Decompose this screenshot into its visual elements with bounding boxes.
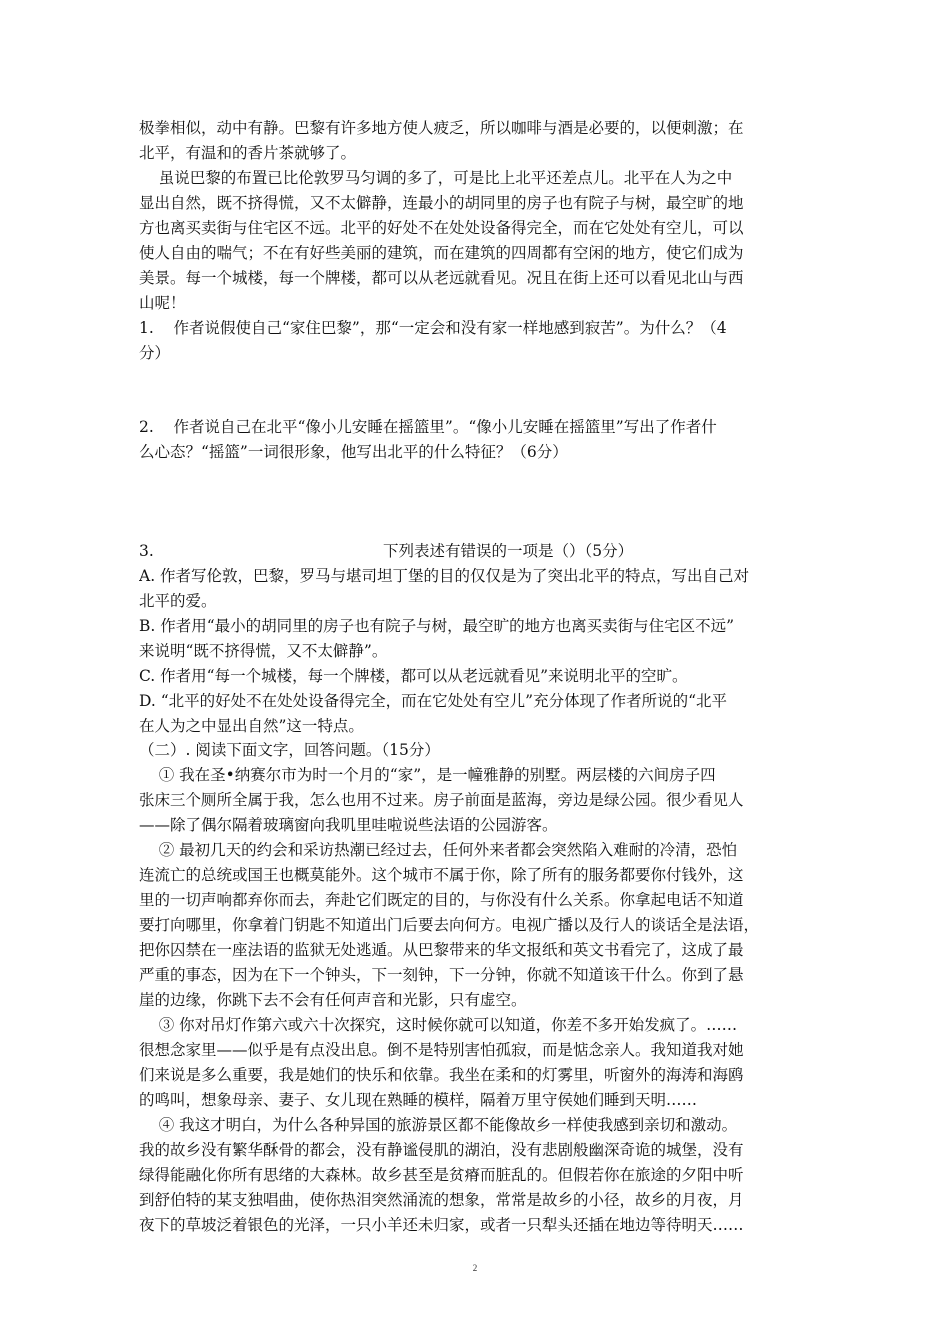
section2-line: 崖的边缘，你跳下去不会有任何声音和光影，只有虚空。: [139, 991, 527, 1009]
question-3-text: 下列表述有错误的一项是（）（5分）: [383, 542, 634, 560]
option-a-cont: 北平的爱。: [139, 592, 217, 610]
section2-line: ① 我在圣•纳赛尔市为时一个月的“家”，是一幢雅静的别墅。两层楼的六间房子四: [139, 766, 716, 784]
question-2-cont: 么心态？“摇篮”一词很形象，他写出北平的什么特征？（6分）: [139, 443, 568, 461]
passage1-line: 北平，有温和的香片茶就够了。: [139, 144, 357, 162]
passage1-line: 显出自然，既不挤得慌，又不太僻静，连最小的胡同里的房子也有院子与树，最空旷的地: [139, 194, 744, 212]
section2-line: 严重的事态，因为在下一个钟头，下一刻钟，下一分钟，你就不知道该干什么。你到了悬: [139, 966, 744, 984]
section2-line: 把你囚禁在一座法语的监狱无处逃遁。从巴黎带来的华文报纸和英文书看完了，这成了最: [139, 941, 744, 959]
section2-line: 们来说是多么重要，我是她们的快乐和依靠。我坐在柔和的灯雾里，听窗外的海涛和海鸥: [139, 1066, 744, 1084]
passage1-line: 使人自由的喘气；不在有好些美丽的建筑，而在建筑的四周都有空闲的地方，使它们成为: [139, 244, 744, 262]
passage1-line: 极拳相似，动中有静。巴黎有许多地方使人疲乏，所以咖啡与酒是必要的，以便刺激；在: [139, 119, 744, 137]
option-c: C. 作者用“每一个城楼，每一个牌楼，都可以从老远就看见”来说明北平的空旷。: [139, 667, 688, 685]
section2-line: ——除了偶尔隔着玻璃窗向我叽里哇啦说些法语的公园游客。: [139, 816, 558, 834]
section2-line: 到舒伯特的某支独唱曲，使你热泪突然涌流的想象，常常是故乡的小径，故乡的月夜，月: [139, 1191, 744, 1209]
option-a: A. 作者写伦敦，巴黎，罗马与堪司坦丁堡的目的仅仅是为了突出北平的特点，写出自己对: [139, 567, 750, 585]
passage1-line: 虽说巴黎的布置已比伦敦罗马匀调的多了，可是比上北平还差点儿。北平在人为之中: [139, 169, 733, 187]
question-3-number: 3.: [139, 542, 154, 560]
section2-line: 里的一切声响都弃你而去，奔赴它们既定的目的，与你没有什么关系。你拿起电话不知道: [139, 891, 744, 909]
passage1-line: 美景。每一个城楼，每一个牌楼，都可以从老远就看见。况且在街上还可以看见北山与西: [139, 269, 744, 287]
passage1-line: 方也离买卖街与住宅区不远。北平的好处不在处处设备得完全，而在它处处有空儿，可以: [139, 219, 744, 237]
question-1-cont: 分）: [139, 344, 171, 362]
option-b: B. 作者用“最小的胡同里的房子也有院子与树，最空旷的地方也离买卖街与住宅区不远”: [139, 617, 735, 635]
section2-line: 夜下的草坡泛着银色的光泽，一只小羊还未归家，或者一只犁头还插在地边等待明天……: [139, 1216, 744, 1234]
section2-line: 我的故乡没有繁华酥骨的都会，没有静谧侵肌的湖泊，没有悲剧般幽深奇诡的城堡，没有: [139, 1141, 744, 1159]
question-1: 1. 作者说假使自己“家住巴黎”，那“一定会和没有家一样地感到寂苦”。为什么？（4: [139, 319, 727, 337]
passage1-line: 山呢！: [139, 294, 186, 312]
section2-line: 张床三个厕所全属于我，怎么也用不过来。房子前面是蓝海，旁边是绿公园。很少看见人: [139, 791, 744, 809]
page-number: 2: [472, 1263, 478, 1273]
section2-line: 绿得能融化你所有思绪的大森林。故乡甚至是贫瘠而脏乱的。但假若你在旅途的夕阳中听: [139, 1166, 744, 1184]
section2-line: ④ 我这才明白，为什么各种异国的旅游景区都不能像故乡一样使我感到亲切和激动。: [139, 1116, 738, 1134]
section2-line: 要打向哪里，你拿着门钥匙不知道出门后要去向何方。电视广播以及行人的谈话全是法语，: [139, 916, 760, 934]
section-2-heading: （二）. 阅读下面文字，回答问题。（15分）: [139, 741, 440, 759]
section2-line: 很想念家里——似乎是有点没出息。倒不是特别害怕孤寂，而是惦念亲人。我知道我对她: [139, 1041, 744, 1059]
option-d-cont: 在人为之中显出自然”这一特点。: [139, 717, 364, 735]
option-b-cont: 来说明“既不挤得慌，又不太僻静”。: [139, 642, 388, 660]
section2-line: 的鸣叫，想象母亲、妻子、女儿现在熟睡的模样，隔着万里守侯她们睡到天明……: [139, 1091, 698, 1109]
section2-line: ② 最初几天的约会和采访热潮已经过去，任何外来者都会突然陷入难耐的冷清，恐怕: [139, 841, 738, 859]
option-d: D. “北平的好处不在处处设备得完全，而在它处处有空儿”充分体现了作者所说的“北平: [139, 692, 728, 710]
section2-line: ③ 你对吊灯作第六或六十次探究，这时候你就可以知道，你差不多开始发疯了。……: [139, 1016, 738, 1034]
question-2: 2. 作者说自己在北平“像小儿安睡在摇篮里”。“像小儿安睡在摇篮里”写出了作者什: [139, 418, 717, 436]
section2-line: 连流亡的总统或国王也概莫能外。这个城市不属于你，除了所有的服务都要你付钱外，这: [139, 866, 744, 884]
